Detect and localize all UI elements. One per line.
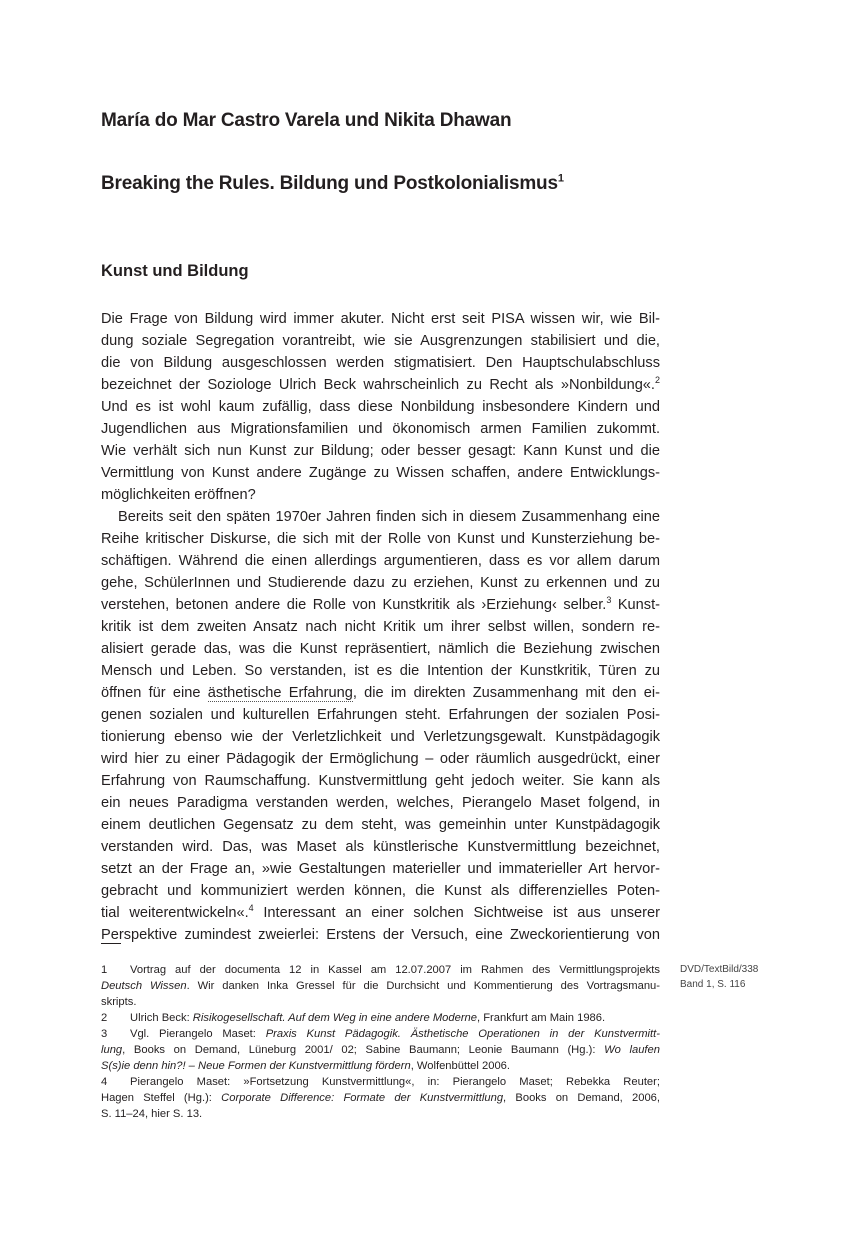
footnote-line: S. 11–24, hier S. 13. — [101, 1108, 203, 1120]
body-line: Vermittlung von Kunst andere Zugänge zu Wissen schaffen, andere Entwicklungs- — [101, 465, 660, 481]
body-line: kritik ist dem zweiten Ansatz nach nicht Kritik um ihrer selbst willen, sondern re- — [101, 619, 660, 635]
footnote-2 — [101, 1010, 660, 1026]
footnote-text: Ulrich Beck: — [130, 1012, 193, 1024]
body-line: einem deutlichen Gegensatz zu dem steht, was gemeinhin unter Kunstpädagogik — [101, 817, 660, 833]
footnote-ref-3[interactable]: 3 — [606, 595, 612, 606]
body-line: Die Frage von Bildung wird immer akuter. Nicht erst seit PISA wissen wir, wie Bil- — [101, 311, 660, 327]
footnote-text: , Books on Demand, 2006, — [503, 1092, 660, 1104]
margin-reference-volume: Band 1, S. 116 — [680, 979, 746, 990]
aesthetic-experience-link[interactable]: ästhetische Erfahrung — [207, 685, 353, 701]
footnote-line — [101, 978, 660, 994]
body-line: Und es ist wohl kaum zufällig, dass diese Nonbildung insbesondere Kindern und — [101, 399, 660, 415]
body-line: die von Bildung ausgeschlossen werden stigmatisiert. Den Hauptschulabschluss — [101, 355, 660, 371]
body-line — [101, 902, 660, 924]
body-line: tionierung ebenso wie der Verletzlichkeit und Verletzungsgewalt. Kunstpädagogik — [101, 729, 660, 745]
footnote-1 — [101, 962, 660, 978]
footnote-divider — [101, 943, 121, 944]
body-line: gebracht und kommuniziert werden können, die Kunst als differenzielles Poten- — [101, 883, 660, 899]
footnote-text: Vortrag auf der documenta 12 in Kassel am 12.07.2007 im Rahmen des Vermittlungsprojekts — [130, 964, 660, 976]
footnote-title: Praxis Kunst Pädagogik. Ästhetische Operationen in der Kunstvermitt- — [265, 1028, 660, 1040]
footnote-4 — [101, 1074, 660, 1090]
footnote-line: skripts. — [101, 996, 137, 1008]
footnote-text: , Frankfurt am Main 1986. — [477, 1012, 606, 1024]
footnote-text: , Wolfenbüttel 2006. — [410, 1060, 510, 1072]
footnote-number: 2 — [101, 1012, 108, 1024]
footnote-text: Pierangelo Maset: »Fortsetzung Kunstvermittlung«, in: Pierangelo Maset; Rebekka Reuter; — [130, 1076, 660, 1088]
body-line: genen sozialen und kulturellen Erfahrungen steht. Erfahrungen der sozialen Posi- — [101, 707, 660, 723]
chapter-title — [101, 173, 564, 195]
footnote-title: Wo laufen — [604, 1044, 660, 1056]
margin-reference-path: DVD/TextBild/338 — [680, 964, 759, 975]
body-line: setzt an der Frage an, »wie Gestaltungen materieller und immaterieller Art hervor- — [101, 861, 660, 877]
footnote-line — [101, 1058, 660, 1074]
margin-reference — [680, 962, 758, 992]
body-line-text: , die im direkten Zusammenhang mit den ei- — [352, 685, 660, 701]
body-line-text: tial weiterentwickeln«. — [101, 905, 249, 921]
body-line: schäftigen. Während die einen allerdings argumentieren, dass es vor allem darum — [101, 553, 660, 569]
footnote-text: , Books on Demand, Lüneburg 2001/ 02; Sabine Baumann; Leonie Baumann (Hg.): — [122, 1044, 605, 1056]
body-line: Perspektive zumindest zweierlei: Erstens der Versuch, eine Zweckorientierung von — [101, 927, 660, 943]
section-heading: Kunst und Bildung — [101, 262, 249, 280]
footnote-ref-1[interactable]: 1 — [557, 172, 564, 185]
footnote-title: Risikogesellschaft. Auf dem Weg in eine andere Moderne — [192, 1012, 477, 1024]
author-names: María do Mar Castro Varela und Nikita Dhawan — [101, 110, 512, 131]
body-line: Jugendlichen aus Migrationsfamilien und ökonomisch armen Familien zukommt. — [101, 421, 660, 437]
footnote-title: S(s)ie denn hin?! – Neue Formen der Kunstvermittlung fördern — [101, 1060, 411, 1072]
body-line: verstanden wird. Das, was Maset als künstlerische Kunstvermittlung bezeichnet, — [101, 839, 660, 855]
footnote-text: . Wir danken Inka Gressel für die Durchsicht und Kommentierung des Vortragsmanu- — [186, 980, 660, 992]
body-line: Mensch und Leben. So verstanden, ist es die Intention der Kunstkritik, Türen zu — [101, 663, 660, 679]
body-line: möglichkeiten eröffnen? — [101, 487, 256, 503]
footnote-ref-4[interactable]: 4 — [248, 903, 254, 914]
footnote-number: 1 — [101, 964, 108, 976]
footnote-number: 3 — [101, 1028, 108, 1040]
footnote-text: Vgl. Pierangelo Maset: — [130, 1028, 266, 1040]
footnote-line — [101, 1090, 660, 1106]
body-line-text: Interessant an einer solchen Sichtweise ist aus unserer — [253, 905, 660, 921]
body-line: Reihe kritischer Diskurse, die sich mit der Rolle von Kunst und Kunsterziehung be- — [101, 531, 660, 547]
body-line-text: verstehen, betonen andere die Rolle von Kunstkritik als ›Erziehung‹ selber. — [101, 597, 607, 613]
body-line: Erfahrung von Raumschaffung. Kunstvermittlung geht jedoch weiter. Sie kann als — [101, 773, 660, 789]
body-line: ein neues Paradigma verstanden werden, welches, Pierangelo Maset folgend, in — [101, 795, 660, 811]
footnote-3 — [101, 1026, 660, 1042]
footnote-title: lung — [101, 1044, 123, 1056]
body-line: wird hier zu einer Pädagogik der Ermöglichung – oder räumlich ausgedrückt, einer — [101, 751, 660, 767]
body-line-text: bezeichnet der Soziologe Ulrich Beck wahrscheinlich zu Recht als »Nonbildung«. — [101, 377, 655, 393]
body-line: gehe, SchülerInnen und Studierende dazu zu erziehen, Kunst zu erkennen und zu — [101, 575, 660, 591]
footnote-number: 4 — [101, 1076, 108, 1088]
body-line-text: Kunst- — [611, 597, 661, 613]
footnote-title: Deutsch Wissen — [101, 980, 187, 992]
body-line — [101, 594, 660, 616]
body-line: alisiert gerade das, was die Kunst repräsentiert, nämlich die Beziehung zwischen — [101, 641, 660, 657]
chapter-title-text: Breaking the Rules. Bildung und Postkolonialismus — [101, 173, 558, 194]
footnote-title: Corporate Difference: Formate der Kunstvermittlung — [221, 1092, 504, 1104]
body-line: Bereits seit den späten 1970er Jahren finden sich in diesem Zusammenhang eine — [118, 509, 660, 525]
footnote-line — [101, 1042, 660, 1058]
footnote-ref-2[interactable]: 2 — [654, 375, 660, 386]
body-line: Wie verhält sich nun Kunst zur Bildung; oder besser gesagt: Kann Kunst und die — [101, 443, 660, 459]
body-line-text: öffnen für eine — [101, 685, 208, 701]
body-line — [101, 682, 660, 704]
body-line: dung soziale Segregation vorantreibt, wie sie Ausgrenzungen stabilisiert und die, — [101, 333, 660, 349]
body-line — [101, 374, 660, 396]
footnote-text: Hagen Steffel (Hg.): — [101, 1092, 222, 1104]
